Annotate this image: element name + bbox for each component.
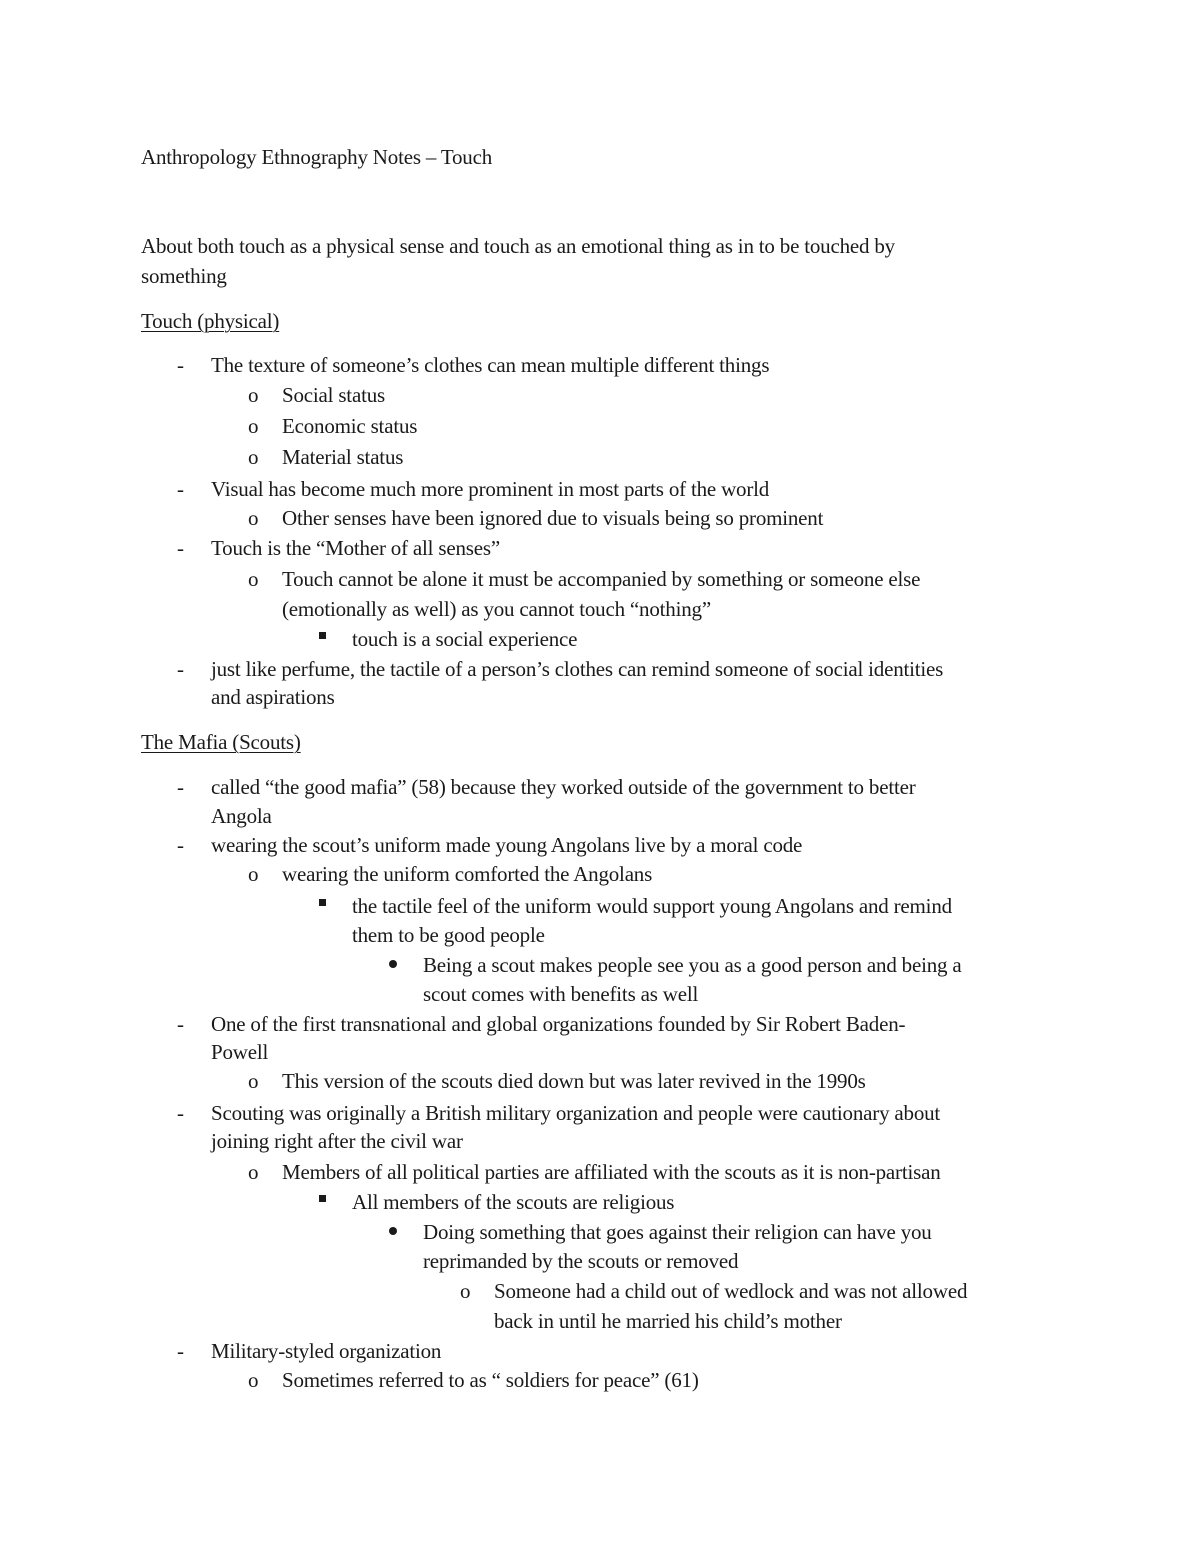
list-item: Doing something that goes against their religion can have you <box>423 1220 932 1244</box>
list-item: Touch cannot be alone it must be accompanied by something or someone else <box>282 567 921 591</box>
list-item-continuation: them to be good people <box>352 923 545 947</box>
circle-bullet: o <box>248 383 259 407</box>
circle-bullet: o <box>248 414 259 438</box>
list-item-continuation: (emotionally as well) as you cannot touch “nothing” <box>282 597 711 621</box>
round-bullet <box>389 1227 397 1235</box>
list-item: Sometimes referred to as “ soldiers for peace” (61) <box>282 1368 699 1392</box>
list-item: Touch is the “Mother of all senses” <box>211 536 500 560</box>
list-item: touch is a social experience <box>352 627 578 651</box>
circle-bullet: o <box>248 862 259 886</box>
list-item: Scouting was originally a British military organization and people were cautionary about <box>211 1101 941 1125</box>
square-bullet <box>319 632 326 639</box>
list-item: wearing the uniform comforted the Angolans <box>282 862 653 886</box>
list-item-continuation: Powell <box>211 1040 269 1064</box>
list-item: wearing the scout’s uniform made young Angolans live by a moral code <box>211 833 803 857</box>
dash-bullet: - <box>177 477 184 501</box>
dash-bullet: - <box>177 1101 184 1125</box>
square-bullet <box>319 899 326 906</box>
circle-bullet: o <box>460 1279 471 1303</box>
list-item: Military-styled organization <box>211 1339 442 1363</box>
list-item: Being a scout makes people see you as a good person and being a <box>423 953 962 977</box>
document-title: Anthropology Ethnography Notes – Touch <box>141 145 492 169</box>
circle-bullet: o <box>248 1368 259 1392</box>
circle-bullet: o <box>248 1160 259 1184</box>
dash-bullet: - <box>177 657 184 681</box>
dash-bullet: - <box>177 833 184 857</box>
list-item: Other senses have been ignored due to visuals being so prominent <box>282 506 824 530</box>
circle-bullet: o <box>248 1069 259 1093</box>
list-item: the tactile feel of the uniform would support young Angolans and remind <box>352 894 952 918</box>
list-item: Economic status <box>282 414 418 438</box>
intro-line: something <box>141 264 227 288</box>
circle-bullet: o <box>248 506 259 530</box>
list-item-continuation: back in until he married his child’s mother <box>494 1309 842 1333</box>
list-item: Social status <box>282 383 385 407</box>
circle-bullet: o <box>248 567 259 591</box>
dash-bullet: - <box>177 1012 184 1036</box>
dash-bullet: - <box>177 775 184 799</box>
intro-line: About both touch as a physical sense and touch as an emotional thing as in to be touched by <box>141 234 895 258</box>
circle-bullet: o <box>248 445 259 469</box>
list-item: This version of the scouts died down but was later revived in the 1990s <box>282 1069 866 1093</box>
list-item-continuation: reprimanded by the scouts or removed <box>423 1249 739 1273</box>
list-item: Members of all political parties are affiliated with the scouts as it is non-partisan <box>282 1160 941 1184</box>
list-item-continuation: and aspirations <box>211 685 335 709</box>
round-bullet <box>389 960 397 968</box>
list-item: just like perfume, the tactile of a person’s clothes can remind someone of social identities <box>211 657 944 681</box>
dash-bullet: - <box>177 1339 184 1363</box>
list-item-continuation: Angola <box>211 804 272 828</box>
list-item: All members of the scouts are religious <box>352 1190 675 1214</box>
list-item: Visual has become much more prominent in most parts of the world <box>211 477 770 501</box>
dash-bullet: - <box>177 536 184 560</box>
list-item-continuation: joining right after the civil war <box>211 1129 463 1153</box>
list-item-continuation: scout comes with benefits as well <box>423 982 699 1006</box>
square-bullet <box>319 1195 326 1202</box>
section-heading-touch: Touch (physical) <box>141 309 280 333</box>
list-item: Someone had a child out of wedlock and was not allowed <box>494 1279 968 1303</box>
dash-bullet: - <box>177 353 184 377</box>
list-item: Material status <box>282 445 404 469</box>
list-item: The texture of someone’s clothes can mean multiple different things <box>211 353 770 377</box>
section-heading-mafia: The Mafia (Scouts) <box>141 730 301 754</box>
list-item: One of the first transnational and global organizations founded by Sir Robert Baden- <box>211 1012 906 1036</box>
list-item: called “the good mafia” (58) because they worked outside of the government to better <box>211 775 916 799</box>
